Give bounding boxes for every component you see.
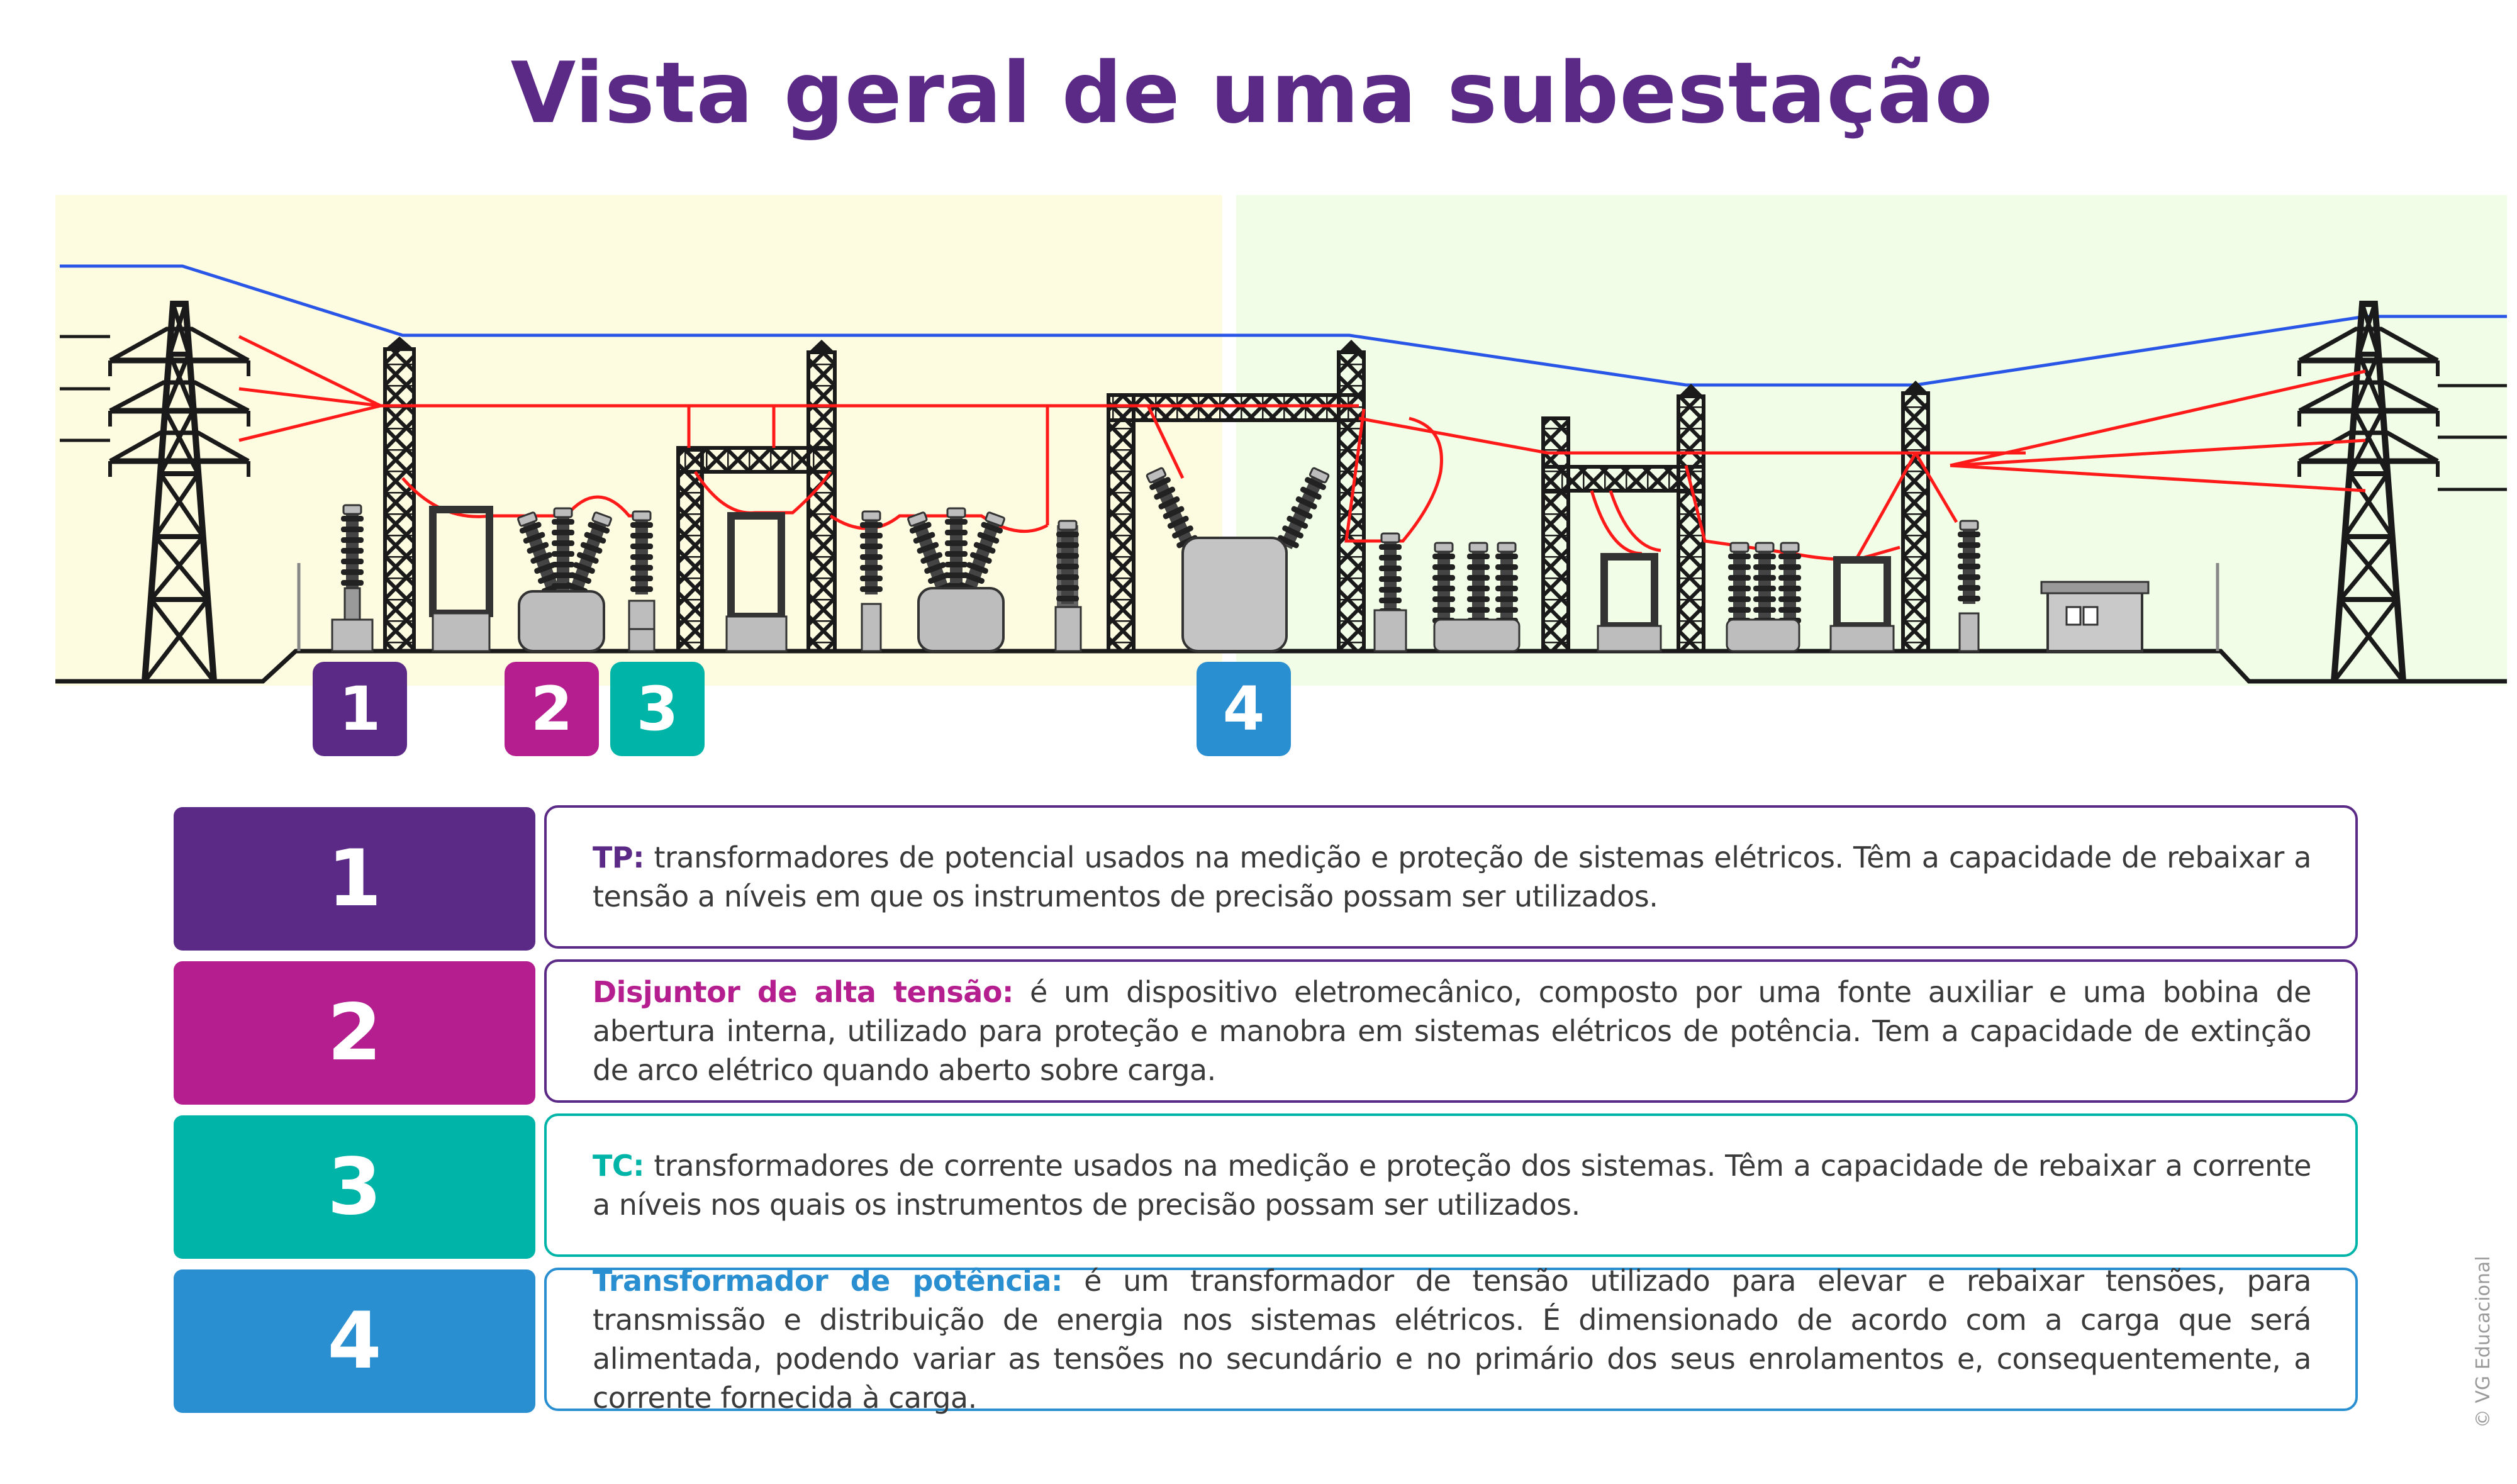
legend-desc-1: transformadores de potencial usados na medição e proteção de sistemas elétricos. Têm a capacidade de rebaixar a tensão a níveis em que os instrumentos de precisão possam ser utilizados. bbox=[593, 840, 2311, 913]
legend-item-4 bbox=[544, 1264, 2358, 1415]
badge-3: 3 bbox=[610, 662, 705, 756]
badge-4: 4 bbox=[1197, 662, 1291, 756]
legend-term-3: TC: bbox=[593, 1149, 645, 1183]
page-title: Vista geral de uma subestação bbox=[510, 44, 1994, 142]
legend-number-4: 4 bbox=[174, 1269, 535, 1413]
legend-term-4: Transformador de potência: bbox=[593, 1264, 1063, 1298]
legend-item-2 bbox=[544, 959, 2358, 1103]
legend-term-2: Disjuntor de alta tensão: bbox=[593, 975, 1013, 1009]
legend-text-3 bbox=[593, 1146, 2311, 1224]
legend-desc-2: é um dispositivo eletromecânico, composto por uma fonte auxiliar e uma bobina de abertura interna, utilizado para proteção e manobra em sistemas elétricos de potência. Tem a capacidade de extinção de arco elétrico quando aberto sobre carga. bbox=[593, 975, 2311, 1087]
legend-item-1 bbox=[544, 805, 2358, 949]
badge-1: 1 bbox=[313, 662, 407, 756]
legend-item-3 bbox=[544, 1113, 2358, 1257]
badge-2: 2 bbox=[505, 662, 599, 756]
legend-desc-3: transformadores de corrente usados na medição e proteção dos sistemas. Têm a capacidade de rebaixar a corrente a níveis nos quais os instrumentos de precisão possam ser utilizados. bbox=[593, 1149, 2311, 1222]
copyright-credit: © VG Educacional bbox=[2472, 1256, 2494, 1428]
legend-number-1: 1 bbox=[174, 807, 535, 951]
legend-number-2: 2 bbox=[174, 961, 535, 1105]
legend-text-2 bbox=[593, 973, 2311, 1090]
legend-number-3: 3 bbox=[174, 1115, 535, 1259]
legend-term-1: TP: bbox=[593, 840, 644, 874]
legend-desc-4: é um transformador de tensão utilizado para elevar e rebaixar tensões, para transmissão e distribuição de energia nos sistemas elétricos. É dimensionado de acordo com a carga que será alimentada, podendo variar as tensões no secundário e no primário dos seus enrolamentos e, consequentemente, a corrente fornecida à carga. bbox=[593, 1264, 2311, 1415]
legend-text-1 bbox=[593, 838, 2311, 916]
legend-text-4 bbox=[593, 1261, 2311, 1417]
